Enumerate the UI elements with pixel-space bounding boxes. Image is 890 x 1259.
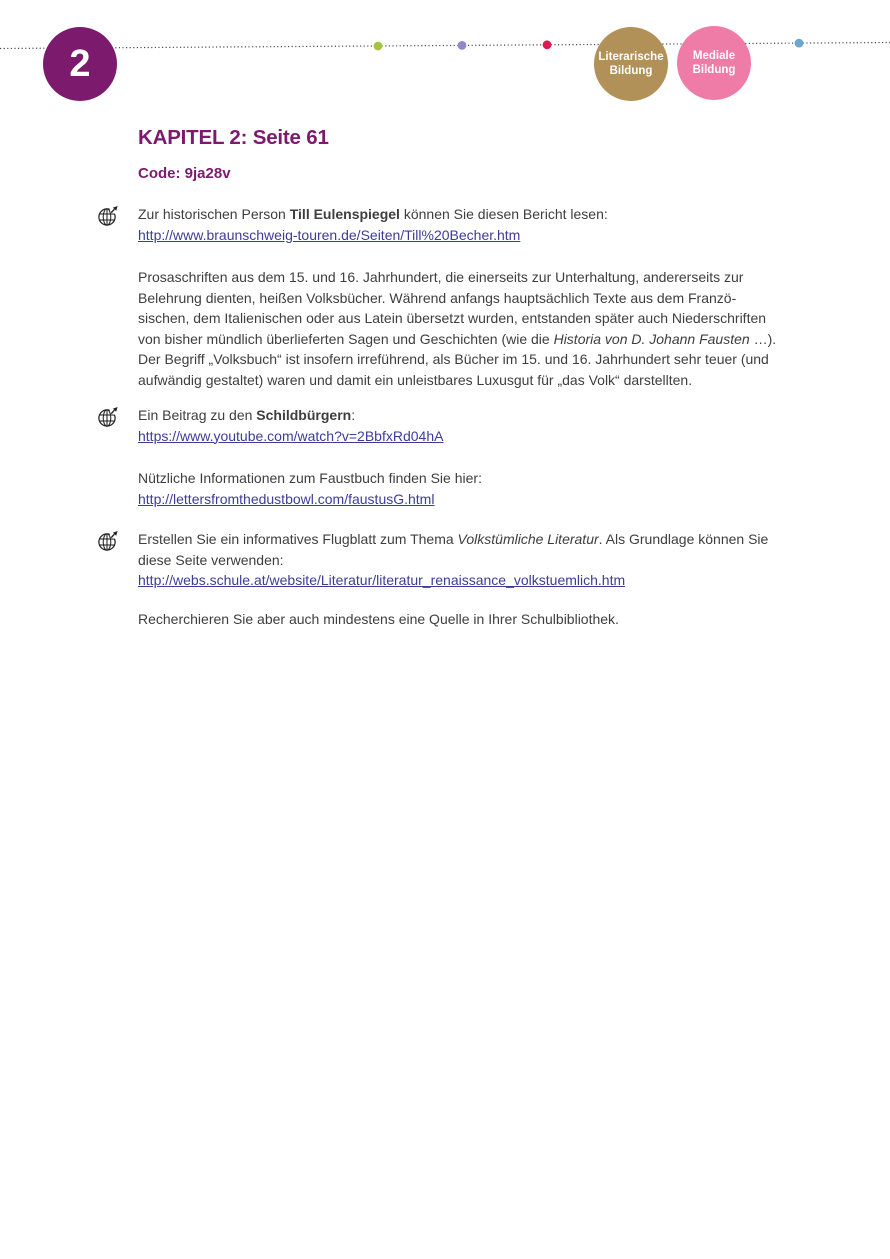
text-run: Recherchieren Sie aber auch mindestens eine Quelle in Ihrer Schulbibliothek.: [138, 611, 619, 627]
page-title: KAPITEL 2: Seite 61: [138, 126, 329, 149]
text-run: :: [351, 407, 356, 423]
badge-label-line: Mediale: [692, 50, 736, 62]
badge-mediale-bildung: [677, 26, 751, 100]
paragraph: [138, 529, 848, 570]
text-run: von bisher mündlich überlieferten Sagen und Geschichten (wie die: [138, 330, 554, 347]
section-flugblatt-aufgabe: [138, 529, 848, 591]
timeline-dot: [458, 41, 467, 50]
text-run: …).: [749, 330, 777, 347]
dotted-line: [0, 43, 890, 49]
section-volksbuecher-absatz: [138, 267, 848, 390]
badge-label-line: Bildung: [692, 64, 736, 76]
globe-pointer-icon: [97, 204, 119, 227]
section-schulbibliothek-hinweis: [138, 609, 848, 630]
text-run: . Als Grundlage können Sie: [598, 531, 769, 547]
text-run: Belehrung dienten, heißen Volksbücher. Während anfangs hauptsächlich Texte aus dem Franzö-: [138, 289, 737, 306]
section-faustbuch: [138, 468, 848, 509]
hyperlink[interactable]: http://lettersfromthedustbowl.com/faustusG.html: [138, 490, 435, 507]
timeline-dot: [795, 39, 804, 48]
section-schildbuerger: [138, 405, 848, 446]
paragraph: [138, 204, 848, 225]
text-run: aufwändig gestaltet) waren und damit ein unleistbares Luxusgut für „das Volk“ darstellten.: [138, 371, 693, 388]
timeline-dot: [374, 42, 383, 51]
globe-pointer-icon: [97, 529, 119, 552]
chapter-number: 2: [69, 42, 91, 85]
hyperlink[interactable]: https://www.youtube.com/watch?v=2BbfxRd04hA: [138, 427, 444, 444]
paragraph: [138, 405, 848, 426]
section-till-eulenspiegel: [138, 204, 848, 245]
text-run: Historia von D. Johann Fausten: [553, 330, 750, 347]
dotted-timeline: [0, 0, 890, 110]
text-run: Nützliche Informationen zum Faustbuch finden Sie hier:: [138, 470, 482, 486]
timeline-dot: [543, 40, 552, 49]
text-run: Zur historischen Person: [138, 206, 290, 222]
text-run: Ein Beitrag zu den: [138, 407, 257, 423]
badge-label-line: Literarische: [598, 51, 664, 63]
text-run: Erstellen Sie ein informatives Flugblatt zum Thema: [138, 531, 458, 547]
text-run: sischen, dem Italienischen oder aus Latein übersetzt wurden, entstanden später auch Niederschriften: [138, 310, 767, 326]
paragraph: [138, 609, 848, 630]
text-run: Till Eulenspiegel: [289, 206, 400, 222]
badge-label-line: Bildung: [609, 65, 653, 77]
paragraph: [138, 267, 848, 390]
text-run: Der Begriff „Volksbuch“ ist insofern irreführend, als Bücher im 15. und 16. Jahrhundert sehr teuer (und: [138, 351, 769, 367]
text-run: diese Seite verwenden:: [138, 551, 284, 568]
code-label: Code: 9ja28v: [138, 165, 231, 182]
globe-pointer-icon: [97, 405, 119, 428]
text-run: Schildbürgern: [256, 407, 352, 423]
text-run: können Sie diesen Bericht lesen:: [399, 206, 608, 222]
hyperlink[interactable]: http://webs.schule.at/website/Literatur/literatur_renaissance_volkstuemlich.htm: [138, 572, 626, 588]
text-run: Prosaschriften aus dem 15. und 16. Jahrhundert, die einerseits zur Unterhaltung, andererseits zur: [138, 269, 744, 285]
text-run: Volkstümliche Literatur: [457, 531, 599, 547]
paragraph: [138, 468, 848, 489]
chapter-badge: [43, 27, 117, 101]
hyperlink[interactable]: http://www.braunschweig-touren.de/Seiten/Till%20Becher.htm: [138, 226, 521, 243]
badge-literarische-bildung: [594, 27, 668, 101]
